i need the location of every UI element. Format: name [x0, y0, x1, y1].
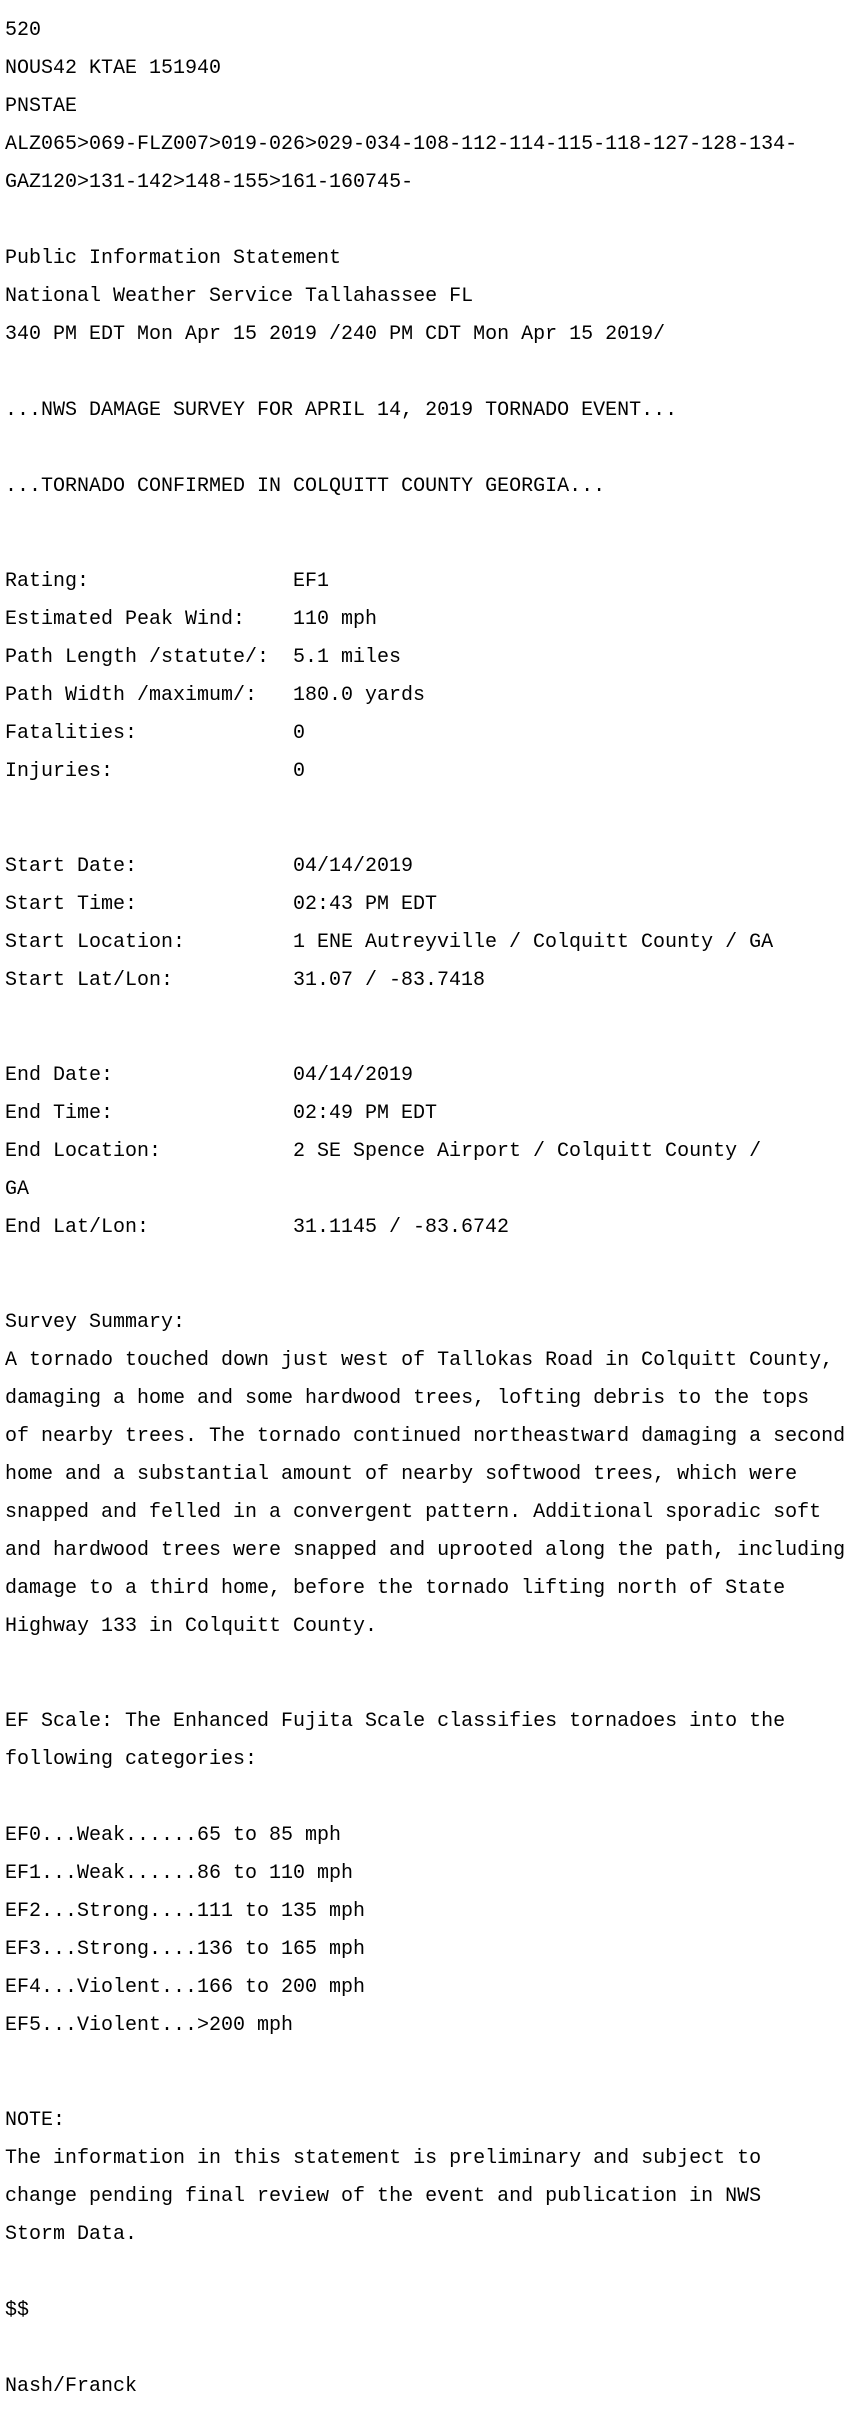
stat-value: EF1 — [293, 570, 330, 593]
ef-scale-row: EF2...Strong....111 to 135 mph — [5, 1900, 366, 1923]
start-value: 1 ENE Autreyville / Colquitt County / GA — [293, 931, 774, 954]
issuance-time: 340 PM EDT Mon Apr 15 2019 /240 PM CDT Mon Apr 15 2019/ — [5, 323, 666, 346]
stat-label: Fatalities: — [5, 722, 138, 745]
start-label: Start Time: — [5, 893, 138, 916]
wmo-header: NOUS42 KTAE 151940 — [5, 57, 222, 80]
start-row — [5, 857, 849, 876]
stat-row — [5, 762, 849, 781]
ef-scale-row: EF1...Weak......86 to 110 mph — [5, 1862, 354, 1885]
stat-row — [5, 572, 849, 591]
start-label: Start Location: — [5, 931, 186, 954]
stat-value: 5.1 miles — [293, 646, 402, 669]
summary-heading: Survey Summary: — [5, 1311, 186, 1334]
stat-label: Injuries: — [5, 760, 114, 783]
note-heading: NOTE: — [5, 2109, 66, 2132]
start-label: Start Date: — [5, 855, 138, 878]
end-row — [5, 1104, 849, 1123]
ef-scale-row: EF0...Weak......65 to 85 mph — [5, 1824, 342, 1847]
stat-value: 110 mph — [293, 608, 378, 631]
product-title: Public Information Statement — [5, 247, 342, 270]
stat-label: Estimated Peak Wind: — [5, 608, 246, 631]
end-row — [5, 1218, 849, 1237]
end-value: 02:49 PM EDT — [293, 1102, 438, 1125]
end-label: End Location: — [5, 1140, 162, 1163]
start-label: Start Lat/Lon: — [5, 969, 174, 992]
end-row — [5, 1142, 849, 1161]
stat-value: 0 — [293, 760, 306, 783]
ef-intro-line: EF Scale: The Enhanced Fujita Scale classifies tornadoes into the — [5, 1710, 786, 1733]
summary-line: Highway 133 in Colquitt County. — [5, 1615, 378, 1638]
end-label: End Time: — [5, 1102, 114, 1125]
note-line: The information in this statement is preliminary and subject to — [5, 2147, 762, 2170]
stat-row — [5, 648, 849, 667]
end-label: End Lat/Lon: — [5, 1216, 150, 1239]
ef-scale-row: EF5...Violent...>200 mph — [5, 2014, 294, 2037]
stat-label: Path Length /statute/: — [5, 646, 270, 669]
end-value: 31.1145 / -83.6742 — [293, 1216, 510, 1239]
start-row — [5, 971, 849, 990]
issuing-office: National Weather Service Tallahassee FL — [5, 285, 474, 308]
summary-line: damaging a home and some hardwood trees, lofting debris to the tops — [5, 1387, 810, 1410]
stat-row — [5, 724, 849, 743]
end-location-wrap: GA — [5, 1178, 30, 1201]
note-line: change pending final review of the event and publication in NWS — [5, 2185, 762, 2208]
end-value: 04/14/2019 — [293, 1064, 414, 1087]
note-line: Storm Data. — [5, 2223, 138, 2246]
summary-line: and hardwood trees were snapped and uprooted along the path, including — [5, 1539, 846, 1562]
start-value: 31.07 / -83.7418 — [293, 969, 486, 992]
ef-scale-row: EF4...Violent...166 to 200 mph — [5, 1976, 366, 1999]
start-row — [5, 933, 849, 952]
stat-label: Rating: — [5, 570, 90, 593]
ef-intro-line: following categories: — [5, 1748, 258, 1771]
ugc-line-2: GAZ120>131-142>148-155>161-160745- — [5, 171, 414, 194]
ugc-line-1: ALZ065>069-FLZ007>019-026>029-034-108-112-114-115-118-127-128-134- — [5, 133, 798, 156]
sequence-number: 520 — [5, 19, 42, 42]
summary-line: damage to a third home, before the tornado lifting north of State — [5, 1577, 786, 1600]
start-value: 04/14/2019 — [293, 855, 414, 878]
signature: Nash/Franck — [5, 2375, 138, 2398]
end-row — [5, 1066, 849, 1085]
summary-line: A tornado touched down just west of Tallokas Road in Colquitt County, — [5, 1349, 834, 1372]
summary-line: snapped and felled in a convergent pattern. Additional sporadic soft — [5, 1501, 822, 1524]
awips-id: PNSTAE — [5, 95, 78, 118]
stat-row — [5, 686, 849, 705]
end-value: 2 SE Spence Airport / Colquitt County / — [293, 1140, 762, 1163]
summary-line: of nearby trees. The tornado continued northeastward damaging a second — [5, 1425, 846, 1448]
stat-value: 0 — [293, 722, 306, 745]
stat-row — [5, 610, 849, 629]
end-label: End Date: — [5, 1064, 114, 1087]
start-value: 02:43 PM EDT — [293, 893, 438, 916]
summary-line: home and a substantial amount of nearby softwood trees, which were — [5, 1463, 798, 1486]
headline-confirmed: ...TORNADO CONFIRMED IN COLQUITT COUNTY GEORGIA... — [5, 475, 606, 498]
stat-label: Path Width /maximum/: — [5, 684, 258, 707]
product-terminator: $$ — [5, 2299, 30, 2322]
stat-value: 180.0 yards — [293, 684, 426, 707]
headline-survey: ...NWS DAMAGE SURVEY FOR APRIL 14, 2019 TORNADO EVENT... — [5, 399, 678, 422]
ef-scale-row: EF3...Strong....136 to 165 mph — [5, 1938, 366, 1961]
start-row — [5, 895, 849, 914]
